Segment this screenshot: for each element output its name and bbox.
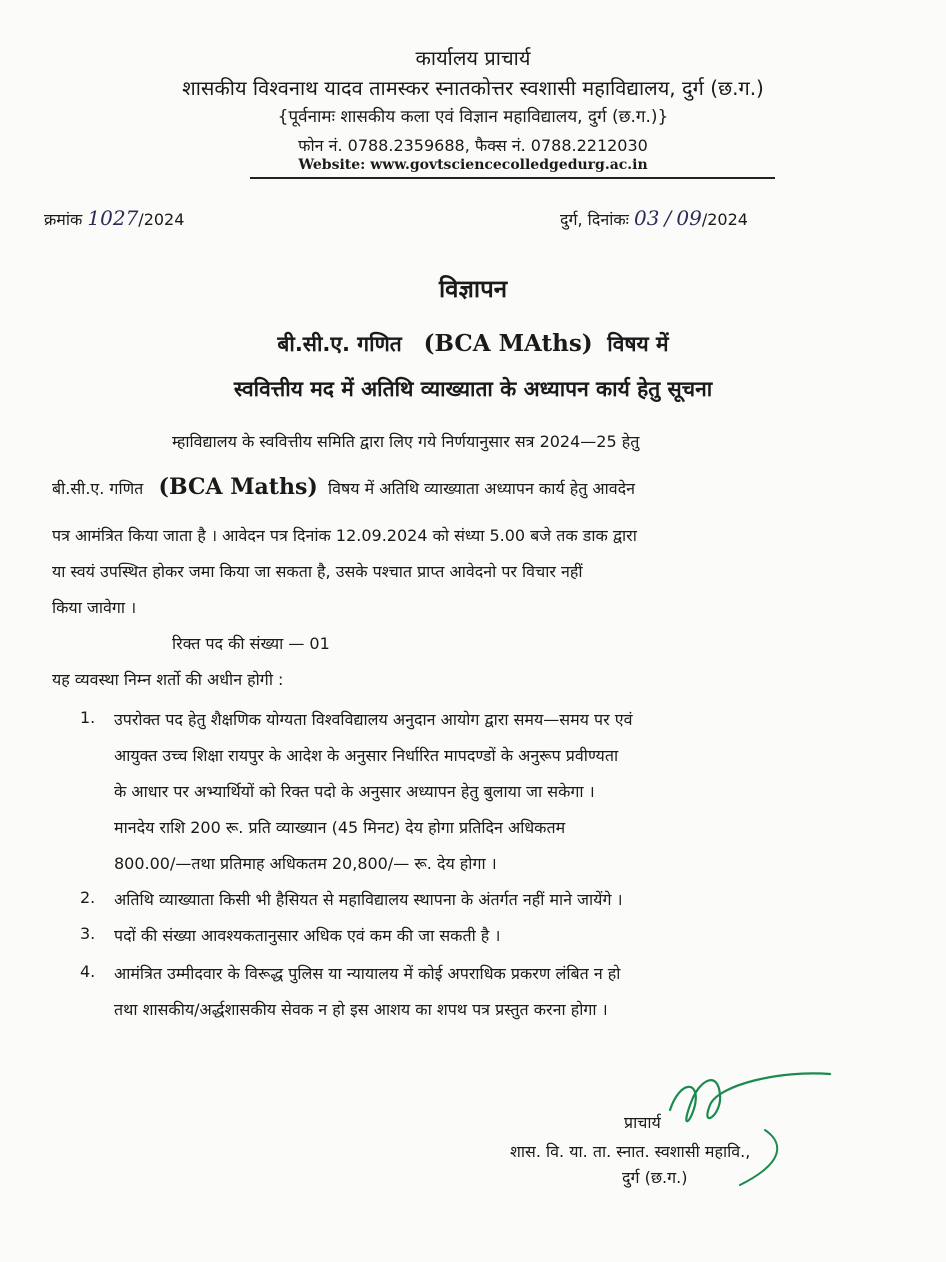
conditions-intro: यह व्यवस्था निम्न शर्तो की अधीन होगी : xyxy=(52,670,284,689)
reference-label: क्रमांक xyxy=(44,210,83,229)
vacancy-count: रिक्त पद की संख्या — 01 xyxy=(172,634,330,653)
date-separator: / xyxy=(664,206,672,230)
notice-subtitle: स्ववित्तीय मद में अतिथि व्याख्याता के अध्यापन कार्य हेतु सूचना xyxy=(233,377,713,401)
condition-number: 4. xyxy=(80,962,96,981)
website-line: Website: www.govtsciencecolledgedurg.ac.in xyxy=(298,157,648,173)
header-divider xyxy=(250,177,775,179)
signatory-place: दुर्ग (छ.ग.) xyxy=(622,1168,688,1187)
date-year: /2024 xyxy=(701,210,748,229)
date-day: 03 xyxy=(633,206,660,230)
body-line-2 xyxy=(52,474,635,500)
condition-1-line-1: उपरोक्त पद हेतु शैक्षणिक योग्यता विश्वविद्यालय अनुदान आयोग द्वारा समय—समय पर एवं xyxy=(114,710,633,729)
signatory-institution: शास. वि. या. ता. स्नात. स्वशासी महावि., xyxy=(510,1142,751,1161)
body-subject-latin: (BCA Maths) xyxy=(158,474,318,500)
notice-subject xyxy=(0,330,946,358)
body-line-5: किया जावेगा । xyxy=(52,598,137,617)
condition-3-line-1: पदों की संख्या आवश्यकतानुसार अधिक एवं कम की जा सकती है । xyxy=(114,926,501,945)
condition-number: 1. xyxy=(80,708,96,727)
condition-4-line-1: आमंत्रित उम्मीदवार के विरूद्ध पुलिस या न्यायालय में कोई अपराधिक प्रकरण लंबित न हो xyxy=(114,964,621,983)
body-line-4: या स्वयं उपस्थित होकर जमा किया जा सकता है, उसके पश्चात प्राप्त आवेदनो पर विचार नहीं xyxy=(52,562,583,581)
date-month: 09 xyxy=(676,206,702,230)
condition-4-line-2: तथा शासकीय/अर्द्धशासकीय सेवक न हो इस आशय का शपथ पत्र प्रस्तुत करना होगा । xyxy=(114,1000,608,1019)
contact-numbers: फोन नं. 0788.2359688, फैक्स नं. 0788.2212030 xyxy=(298,136,648,155)
subject-post: विषय में xyxy=(607,332,669,356)
condition-1-line-2: आयुक्त उच्च शिक्षा रायपुर के आदेश के अनुसार निर्धारित मापदण्डों के अनुरूप प्रवीण्यता xyxy=(114,746,619,765)
former-name: {पूर्वनामः शासकीय कला एवं विज्ञान महाविद्यालय, दुर्ग (छ.ग.)} xyxy=(277,107,669,127)
condition-1-line-5: 800.00/—तथा प्रतिमाह अधिकतम 20,800/— रू. देय होगा । xyxy=(114,854,497,873)
body-subject-post: विषय में अतिथि व्याख्याता अध्यापन कार्य हेतु आवदेन xyxy=(327,479,636,498)
college-name: शासकीय विश्वनाथ यादव तामस्कर स्नातकोत्तर स्वशासी महाविद्यालय, दुर्ग (छ.ग.) xyxy=(182,76,764,100)
body-line-3: पत्र आमंत्रित किया जाता है । आवेदन पत्र दिनांक 12.09.2024 को संध्या 5.00 बजे तक डाक द्वारा xyxy=(52,526,637,545)
reference-date xyxy=(560,206,748,230)
condition-1-line-3: के आधार पर अभ्यार्थियों को रिक्त पदो के अनुसार अध्यापन हेतु बुलाया जा सकेगा । xyxy=(114,782,595,801)
subject-pre: बी.सी.ए. गणित xyxy=(277,332,402,356)
body-subject-pre: बी.सी.ए. गणित xyxy=(52,479,144,498)
signatory-title: प्राचार्य xyxy=(624,1113,661,1132)
condition-number: 2. xyxy=(80,888,96,907)
condition-number: 3. xyxy=(80,924,96,943)
subject-latin: (BCA MAths) xyxy=(423,330,593,357)
notice-heading: विज्ञापन xyxy=(438,275,508,303)
reference-year: /2024 xyxy=(138,210,185,229)
date-label: दुर्ग, दिनांकः xyxy=(560,210,629,229)
office-heading: कार्यालय प्राचार्य xyxy=(415,46,531,70)
condition-1-line-4: मानदेय राशि 200 रू. प्रति व्याख्यान (45 मिनट) देय होगा प्रतिदिन अधिकतम xyxy=(114,818,566,837)
reference-handwritten-number: 1027 xyxy=(87,206,139,230)
body-line-1: म्हाविद्यालय के स्ववित्तीय समिति द्वारा लिए गये निर्णयानुसार सत्र 2024—25 हेतु xyxy=(172,432,640,451)
reference-number xyxy=(44,206,184,230)
condition-2-line-1: अतिथि व्याख्याता किसी भी हैसियत से महाविद्यालय स्थापना के अंतर्गत नहीं माने जायेंगे । xyxy=(114,890,623,909)
